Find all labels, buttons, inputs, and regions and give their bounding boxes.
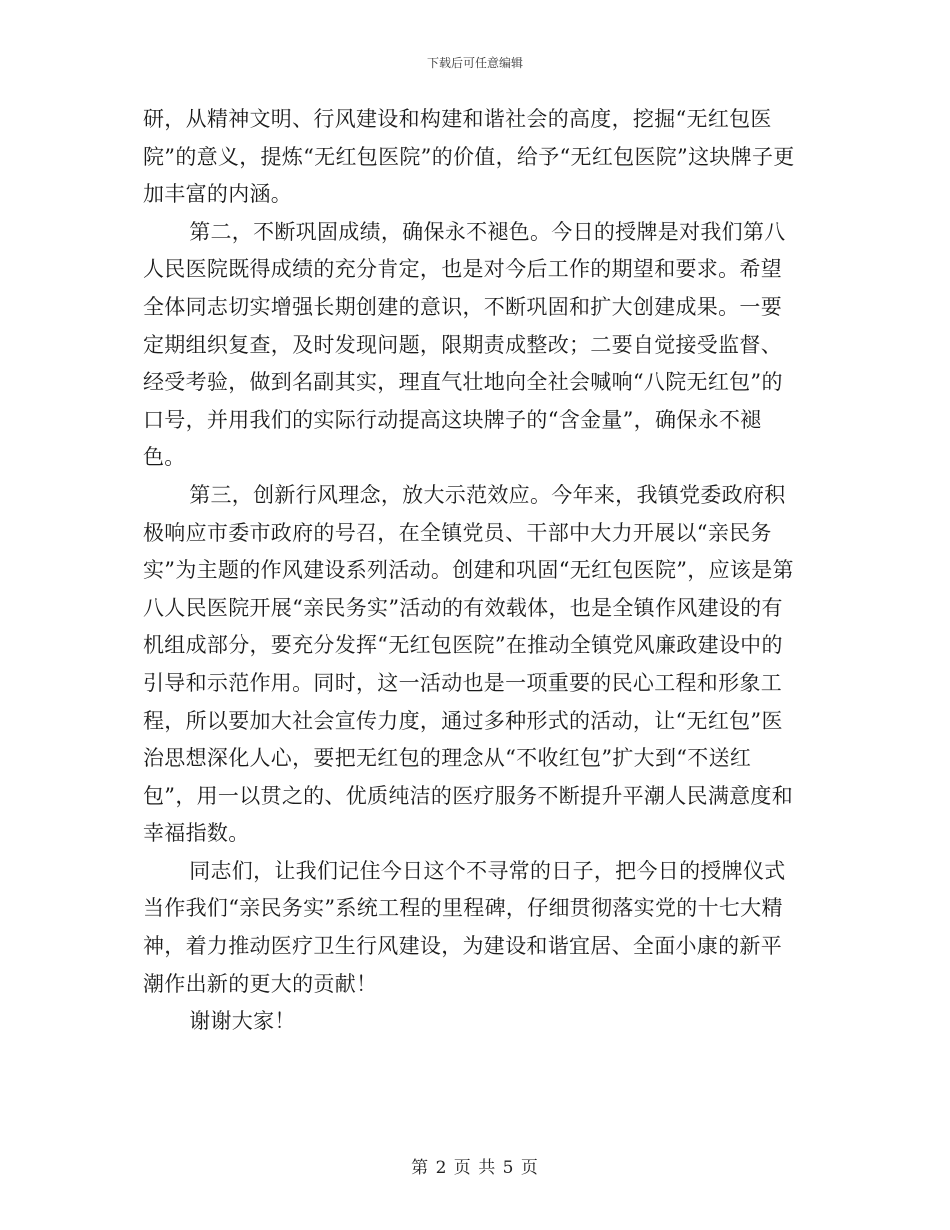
page-number-footer: 第 2 页 共 5 页 <box>411 1158 539 1178</box>
document-body <box>143 101 799 1041</box>
paragraph-4: 同志们，让我们记住今日这个不寻常的日子，把今日的授牌仪式当作我们“亲民务实”系统工程的里程碑，仔细贯彻落实党的十七大精神，着力推动医疗卫生行风建设，为建设和谐宜居、全面小康的新平潮作出新的更大的贡献！ <box>143 858 786 996</box>
paragraph-3: 第三，创新行风理念，放大示范效应。今年来，我镇党委政府积极响应市委市政府的号召，在全镇党员、干部中大力开展以“亲民务实”为主题的作风建设系列活动。创建和巩固“无红包医院”，应该是第八人民医院开展“亲民务实”活动的有效载体，也是全镇作风建设的有机组成部分，要充分发挥“无红包医院”在推动全镇党风廉政建设中的引导和示范作用。同时，这一活动也是一项重要的民心工程和形象工程，所以要加大社会宣传力度，通过多种形式的活动，让“无红包”医治思想深化人心，要把无红包的理念从“不收红包”扩大到“不送红包”，用一以贯之的、优质纯洁的医疗服务不断提升平潮人民满意度和幸福指数。 <box>143 482 794 846</box>
paragraph-2: 第二，不断巩固成绩，确保永不褪色。今日的授牌是对我们第八人民医院既得成绩的充分肯定，也是对今后工作的期望和要求。希望全体同志切实增强长期创建的意识，不断巩固和扩大创建成果。一要定期组织复查，及时发现问题，限期责成整改；二要自觉接受监督、经受考验，做到名副其实，理直气壮地向全社会喊响“八院无红包”的口号，并用我们的实际行动提高这块牌子的“含金量”，确保永不褪色。 <box>143 219 786 470</box>
page-header: 下载后可任意编辑 <box>426 56 523 70</box>
paragraph-5: 谢谢大家！ <box>189 1009 296 1034</box>
paragraph-1: 研，从精神文明、行风建设和构建和谐社会的高度，挖掘“无红包医院”的意义，提炼“无红包医院”的价值，给予“无红包医院”这块牌子更加丰富的内涵。 <box>143 107 795 207</box>
